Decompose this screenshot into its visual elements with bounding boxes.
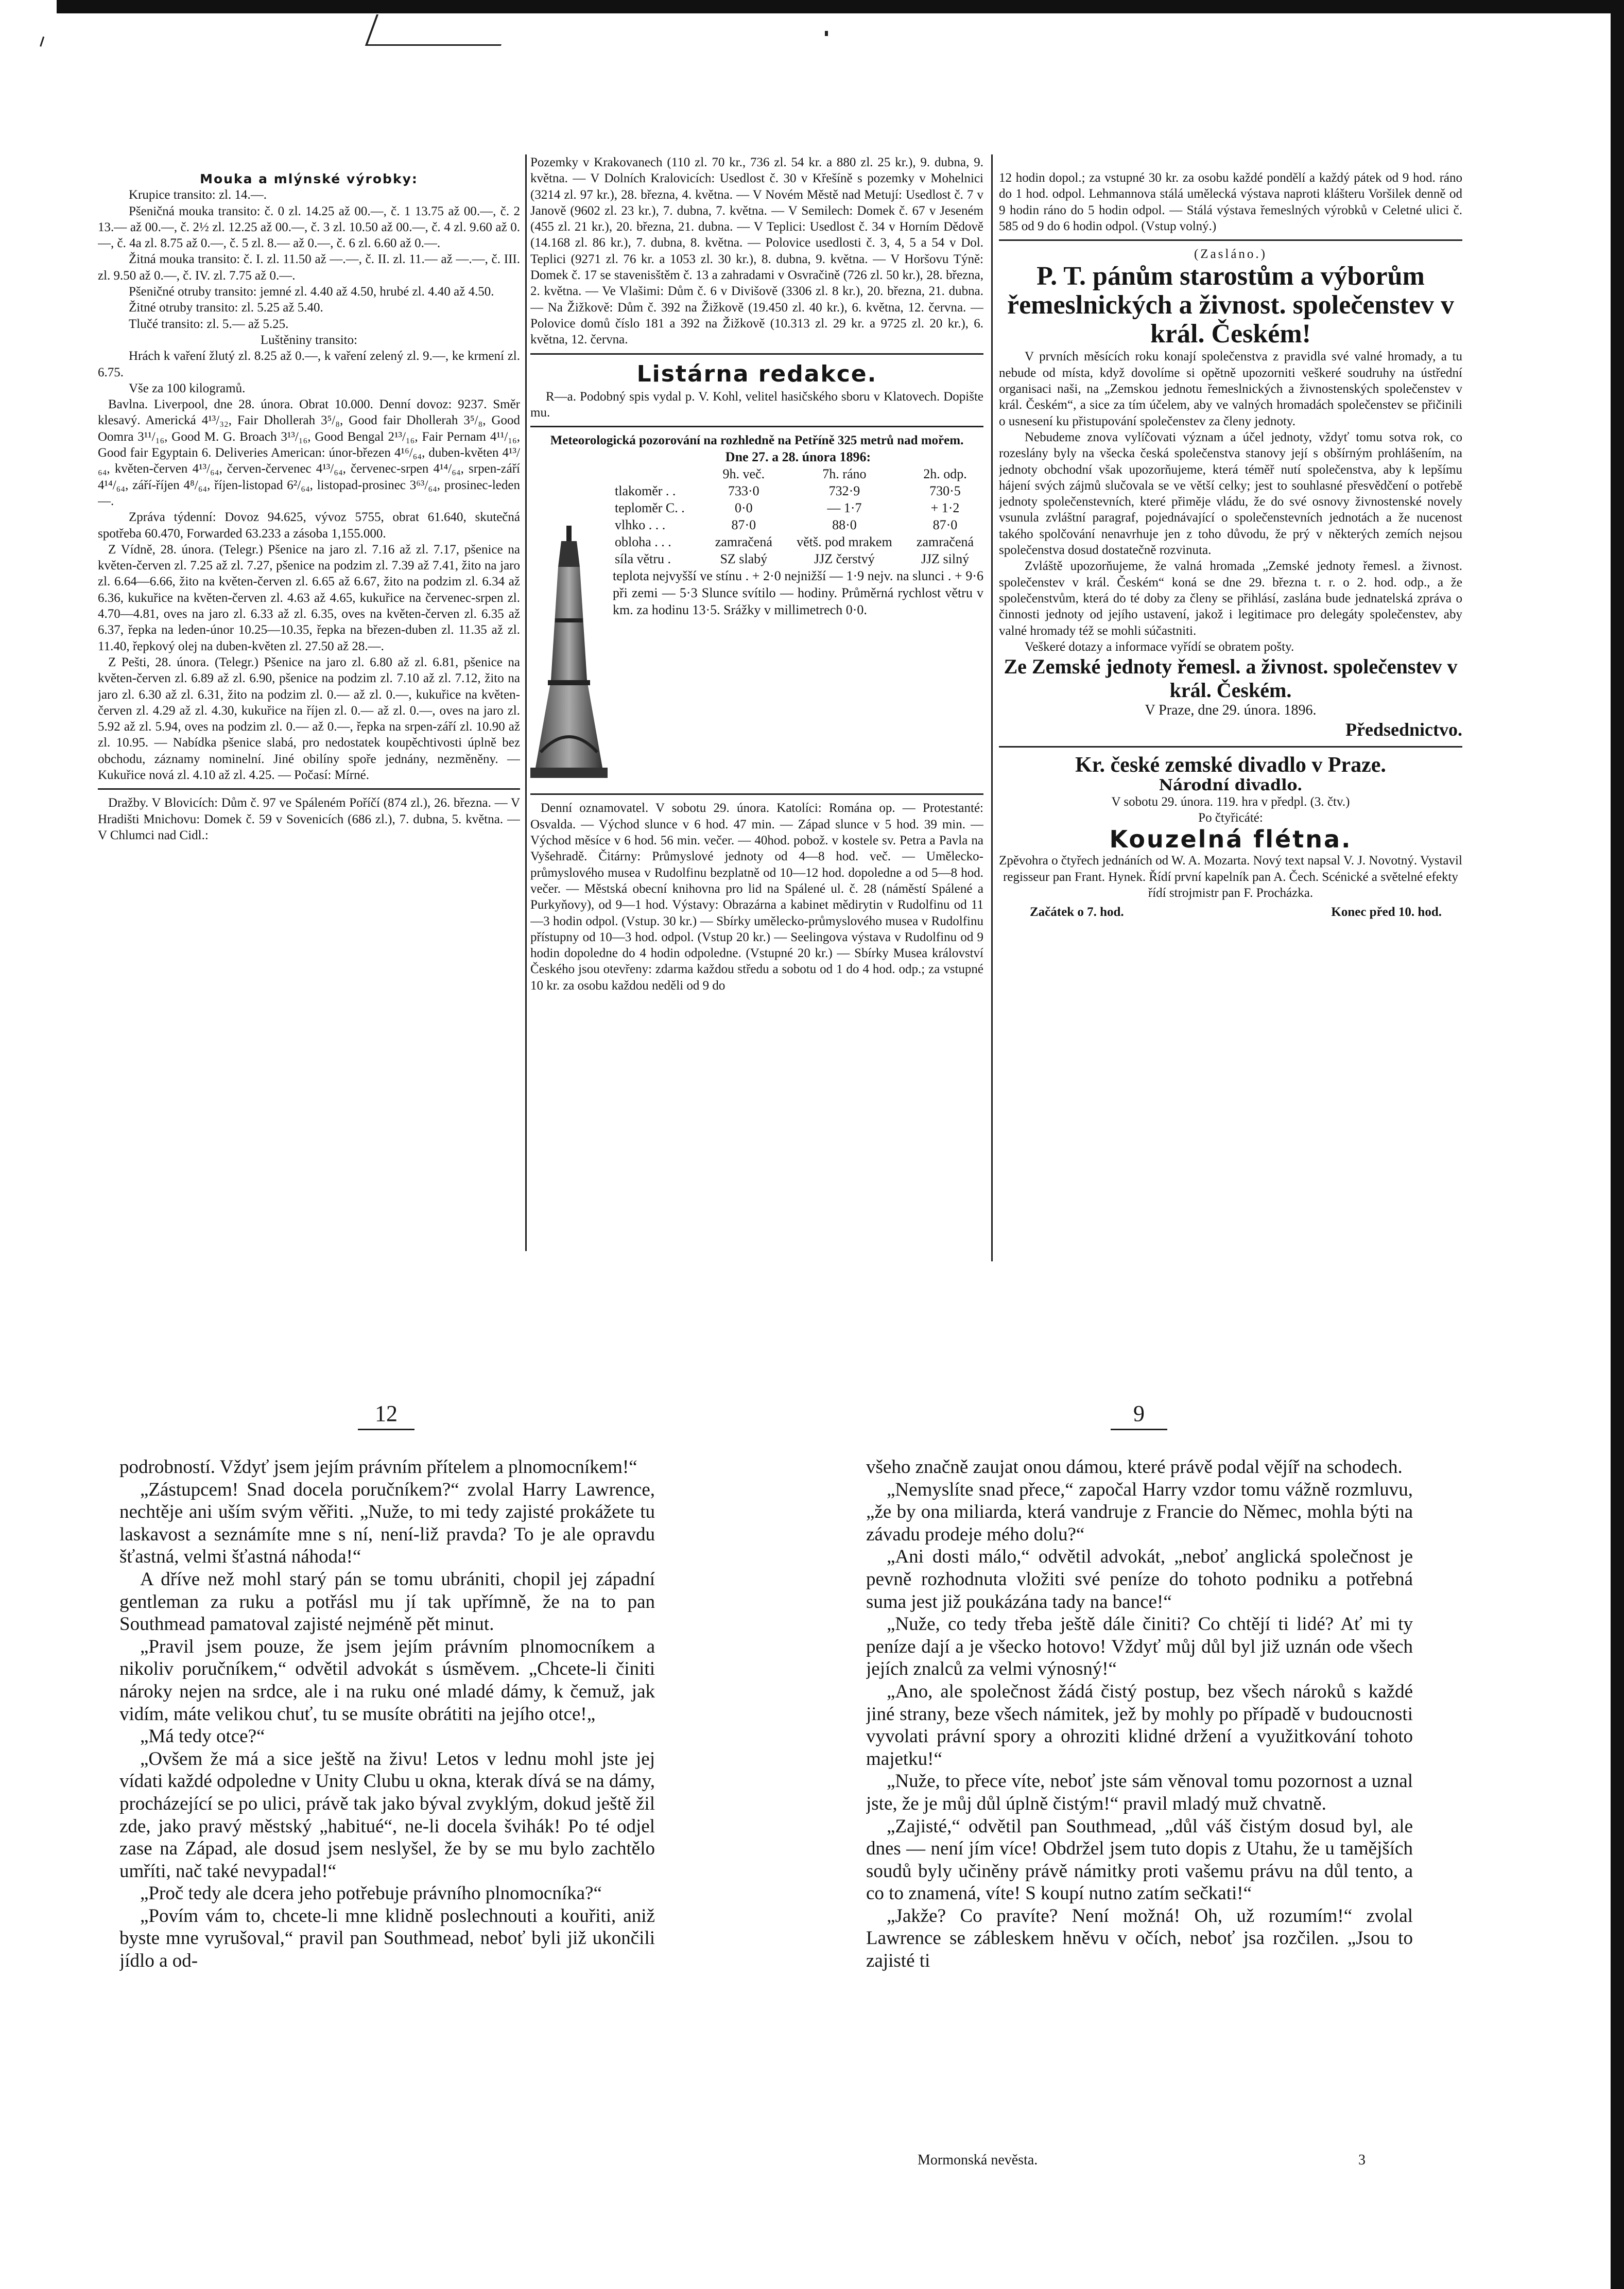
- exhibitions-continued: 12 hodin dopol.; za vstupné 30 kr. za osobu každé pondělí a každý pátek od 9 hod. ráno do 1 hod. odpol. Lehmannova stálá umělecká výstava naproti klášteru Voršilek denně od 9 hodin ráno do 5 hodin odpol. — Stálá výstava řemeslných výrobků v Celetné ulici č. 585 od 9 do 6 hodin odpol. (Vstup volný.): [999, 171, 1462, 233]
- union-signature: Předsednictvo.: [1345, 719, 1462, 740]
- article-paragraph: Pšeničná mouka transito: č. 0 zl. 14.25 až 00.—, č. 1 13.75 až 00.—, č. 2 13.— až 00.—, č. 2½ zl. 12.25 až 00.—, č. 3 zl. 10.50 až 00.—, č. 4 zl. 9.60 až 0.—, č. 4a zl. 8.75 až 0.—, č. 5 zl. 8.— až 0.—, č. 6 zl. 6.60 až 0.—.: [98, 204, 520, 251]
- novel-page-right: [866, 1456, 1413, 2146]
- ink-dot: [825, 31, 828, 36]
- page-number-right: 9: [1133, 1401, 1145, 1426]
- novel-paragraph: „Proč tedy ale dcera jeho potřebuje právního plnomocníka?“: [140, 1883, 602, 1904]
- novel-paragraph: „Zajisté,“ odvětil pan Southmead, „důl váš čistým dosud byl, ale dnes — není jím více! Obdržel jsem tuto dopis z Utahu, že u tamějších soudů byly učiněny právě námitky proti vašemu právu na důl tento, a co to znamená, víte! S koupí nutno zatím sečkati!“: [866, 1815, 1413, 1904]
- weather-row: [613, 533, 983, 550]
- torn-edge-mark: [365, 14, 512, 46]
- weather-label: obloha . . .: [615, 534, 671, 550]
- column-rule: [991, 154, 993, 1261]
- footer-publication: Mormonská nevěsta.: [918, 2152, 1038, 2168]
- theatre-heading: Kr. české zemské divadlo v Praze.: [1075, 753, 1386, 777]
- novel-paragraph: „Ano, ale společnost žádá čistý postup, bez všech nároků s každé jiné strany, beze všech námitek, jež by mohly po případě v budoucnosti vyvolati právní spory a ohroziti klidné držení a využitkování tohoto majetku!“: [866, 1680, 1413, 1770]
- weather-value: 732·9: [828, 483, 860, 499]
- weather-value: + 1·2: [930, 500, 960, 516]
- weather-value: — 1·7: [827, 500, 862, 516]
- weather-col-header: 7h. ráno: [822, 466, 867, 482]
- weather-date: Dne 27. a 28. února 1896:: [725, 449, 871, 465]
- weather-value: JJZ čerstvý: [814, 551, 875, 567]
- weather-row: [613, 499, 983, 516]
- novel-paragraph: podrobností. Vždyť jsem jejím právním přítelem a plnomocníkem!“: [119, 1456, 637, 1478]
- article-paragraph: Zpráva týdenní: Dovoz 94.625, vývoz 5755, obrat 61.640, skutečná spotřeba 60.470, Forwarded 63.233 a zásoba 1,155.000.: [98, 510, 520, 541]
- footer-number: 3: [1358, 2152, 1366, 2168]
- opera-description: Zpěvohra o čtyřech jednáních od W. A. Mozarta. Nový text napsal V. J. Novotný. Vystavil regisseur pan Frant. Hynek. Řídí první kapelník pan A. Čech. Scénické a světelné efekty řídí strojmistr pan F. Procházka.: [999, 854, 1462, 900]
- column-rule: [525, 154, 527, 1251]
- weather-label: tlakoměr . .: [615, 483, 676, 499]
- weather-col-header: 2h. odp.: [923, 466, 967, 482]
- novel-paragraph: „Zástupcem! Snad docela poručníkem?“ zvolal Harry Lawrence, nechtěje ani uším svým věřiti. „Nuže, to mi tedy zajisté prokážete tu laskavost a seznámíte mne s ní, není-liž pravda? To je ale opravdu šťastná, velmi šťastná náhoda!“: [119, 1479, 655, 1568]
- editorial-letters-heading: Listárna redakce.: [636, 360, 877, 387]
- article-paragraph: Žitná mouka transito: č. I. zl. 11.50 až —.—, č. II. zl. 11.— až —.—, č. III. zl. 9.50 až 0.—, č. IV. zl. 7.75 až 0.—.: [98, 252, 520, 283]
- weather-row: [613, 482, 983, 499]
- performance-times: [999, 901, 1462, 922]
- novel-paragraph: „Povím vám to, chcete-li mne klidně poslechnouti a kouřiti, aniž byste mne vyrušoval,“ pravil pan Southmead, neboť byli již ukončili jídlo a od-: [119, 1905, 655, 1972]
- theatre-performance-count: Po čtyřicáté:: [1198, 811, 1263, 825]
- vienna-report: Z Vídně, 28. února. (Telegr.) Pšenice na jaro zl. 7.16 až zl. 7.17, pšenice na květen-červen zl. 7.25 až zl. 7.27, pšenice na podzim zl. 7.39 až 7.41, žito na jaro zl. 6.64—6.66, žito na květen-červen zl. 6.65 až 6.67, žito na podzim zl. 6.34 až 6.36, kukuřice na květen-červen zl. 4.63 až 4.65, kukuřice na červenec-srpen zl. 4.70—4.81, oves na jaro zl. 6.33 až zl. 6.35, oves na květen-červen zl. 6.35 až 6.37, řepka na leden-únor 10.25—10.35, řepka na březen-duben zl. 11.35 až zl. 11.40, řepkový olej na duben-květen zl. 27.50 až 28.—.: [98, 542, 520, 653]
- novel-page-left: [119, 1456, 655, 2146]
- article-paragraph: Tlučé transito: zl. 5.— až 5.25.: [129, 317, 289, 331]
- weather-value: větš. pod mrakem: [797, 534, 892, 550]
- weather-header-row: [613, 465, 983, 482]
- novel-paragraph: „Ani dosti málo,“ odvětil advokát, „neboť anglická společnost je pevně rozhodnuta vložiti své peníze do tohoto podniku a potřebná suma jest již poukázána tady na bance!“: [866, 1546, 1413, 1612]
- article-paragraph: Hrách k vaření žlutý zl. 8.25 až 0.—, k vaření zelený zl. 9.—, ke krmení zl. 6.75.: [98, 349, 520, 379]
- weather-row: [613, 550, 983, 567]
- scan-border-top: [57, 0, 1624, 13]
- novel-paragraph: „Jakže? Co pravíte? Není možná! Oh, už rozumím!“ zvolal Lawrence se zábleskem hněvu v očích, neboť jsa rozčilen. „Jsou to zajisté ti: [866, 1905, 1413, 1972]
- weather-value: SZ slabý: [720, 551, 768, 567]
- auctions-report: Dražby. V Blovicích: Dům č. 97 ve Spáleném Poříčí (874 zl.), 26. března. — V Hradišti Mnichovu: Domek č. 59 v Sovenicích (686 zl.), 7. dubna, 5. května. — V Chlumci nad Cidl.:: [98, 796, 520, 842]
- novel-paragraph: „Nuže, co tedy třeba ještě dále činiti? Co chtějí ti lidé? Ať mi ty peníze dají a je všecko hotovo! Vždyť můj důl byl již uznán ode všech jejích znalců za velmi výnosný!“: [866, 1614, 1413, 1680]
- theatre-subheading: Národní divadlo.: [1159, 776, 1303, 795]
- weather-value: 0·0: [734, 500, 753, 516]
- novel-paragraph: všeho značně zaujat onou dámou, které právě podal vějíř na schodech.: [866, 1456, 1403, 1478]
- scan-border-right: [1611, 0, 1624, 2289]
- middle-column: [530, 154, 983, 1277]
- weather-row: [613, 516, 983, 533]
- weather-value: 88·0: [832, 517, 857, 533]
- novel-paragraph: A dříve než mohl starý pán se tomu ubrániti, chopil jej západní gentleman za ruku a potřásl mu jí tak upřímně, že na to pan Southmead pamatoval zajisté nejméně pět minut.: [119, 1568, 655, 1635]
- weather-value: 730·5: [929, 483, 961, 499]
- novel-paragraph: „Má tedy otce?“: [140, 1726, 265, 1747]
- performance-start: Začátek o 7. hod.: [1030, 905, 1124, 920]
- page-number-rule: [1111, 1429, 1167, 1430]
- market-report-column: [98, 171, 520, 1278]
- article-paragraph: Vše za 100 kilogramů.: [129, 381, 246, 395]
- divider: [999, 746, 1462, 748]
- weather-label: síla větru .: [615, 551, 671, 567]
- page-number-left: 12: [375, 1401, 398, 1426]
- weather-label: teploměr C. .: [615, 500, 685, 516]
- divider: [999, 239, 1462, 241]
- appeal-paragraph: Veškeré dotazy a informace vyřídí se obratem pošty.: [1025, 639, 1294, 654]
- weather-value: zamračená: [715, 534, 772, 550]
- petrin-tower-illustration: [530, 526, 608, 783]
- weather-label: vlhko . . .: [615, 517, 666, 533]
- divider: [530, 426, 983, 427]
- novel-paragraph: „Nuže, to přece víte, neboť jste sám věnoval tomu pozornost a uznal jste, že je můj důl úplně čistým!“ pravil mladý muž chvatně.: [866, 1771, 1413, 1814]
- weather-value: 87·0: [932, 517, 958, 533]
- page-number-rule: [358, 1429, 414, 1430]
- appeal-paragraph: Nebudeme znova vylíčovati význam a účel jednoty, vždyť tomu sotva rok, co rozeslány byly na všecka česká společenstva stanovy její s obšírným prohlášením, na jednoty obchodní však upozorňujeme, která téměř nutí společenstva, aby k lepšímu hájení svých zájmů slučovala se ve větší celky; jest to souhlasné přesvědčení o potřebě jednoty společenstevních, které přiměje vládu, že do své osnovy živnostenské novely vsunula zvláštní paragraf, pojednávající o společenstevních jednotách a že nucenost takého spolčování nenavrhuje jen z toho důvodu, že prý v některých zemích nejsou společenstva dosud dostatečně rozvinuta.: [999, 430, 1462, 558]
- article-paragraph: Pšeničné otruby transito: jemné zl. 4.40 až 4.50, hrubé zl. 4.40 až 4.50.: [129, 285, 494, 299]
- editorial-letters-text: R—a. Podobný spis vydal p. V. Kohl, velitel hasičského sboru v Klatovech. Dopište mu.: [530, 389, 983, 420]
- appeal-paragraph: Zvláště upozorňujeme, že valná hromada „Zemské jednoty řemesl. a živnost. společenstev v král. Českém“ koná se dne 29. března t. r. o 2. hod. odp., a že společenstvům, která do té doby za členy se přihlásí, zaslána bude jednatelská zpráva o činnosti jednoty od jejího ustavení, jakož i legitimace pro delegáty společenstev, aby valné hromady též se mohli súčastniti.: [999, 559, 1462, 638]
- weather-value: zamračená: [916, 534, 974, 550]
- weather-value: 733·0: [728, 483, 759, 499]
- appeal-paragraph: V prvních měsících roku konají společenstva z pravidla své valné hromady, a tu nebude od místa, když dovolíme si opětně upozorniti veškeré soudruhy na ústřední organisaci naši, na „Zemskou jednotu řemeslnických a živnostenských společenstev v král. Českém“, a sice za tím účelem, aby ve valných hromadách společenstev se přičinili o usnesení ku přistupování společenstev za členy jednoty.: [999, 350, 1462, 428]
- mill-products-heading: Mouka a mlýnské výrobky:: [200, 171, 418, 186]
- divider: [530, 353, 983, 355]
- weather-value: JJZ silný: [921, 551, 970, 567]
- margin-mark: [40, 37, 48, 48]
- weather-value: 87·0: [731, 517, 756, 533]
- daily-announcer: Denní oznamovatel. V sobotu 29. února. Katolíci: Romána op. — Protestanté: Osvalda. — Východ slunce v 6 hod. 47 min. — Západ slunce v 5 hod. 39 min. — Východ měsíce v 6 hod. 56 min. večer. — 40hod. pobož. v kostele sv. Petra a Pavla na Vyšehradě. Čitárny: Průmyslové jednoty od 4—8 hod. več. — Umělecko-průmyslového musea v Rudolfinu bezplatně od 10—12 hod. dopoledne a od 5—8 hod. večer. — Městská obecní knihovna pro lid na Spálené ul. č. 28 (náměstí Spálené a Purkyňovy), od 9—1 hod. Výstavy: Obrazárna a kabinet mědirytin v Rudolfinu od 11—3 hodin odpol. (Vstup. 30 kr.) — Sbírky umělecko-průmyslového musea v Rudolfinu přístupny od 10—3 hod. odpol. (Vstup 20 kr.) — Seelingova výstava v Rudolfinu od 9 hodin dopoledne do 4 hodin odpoledne. (Vstupné 20 kr.) — Sbírky Musea království Českého jsou otevřeny: zdarma každou středu a sobotu od 1 do 4 hod. odp.; za vstupné 10 kr. za osobu každou neděli od 9 do: [530, 801, 983, 993]
- zaslano-label: (Zasláno.): [1194, 247, 1268, 262]
- article-paragraph: Žitné otruby transito: zl. 5.25 až 5.40.: [129, 301, 323, 315]
- weather-readings: [613, 465, 983, 567]
- union-date: V Praze, dne 29. února. 1896.: [1145, 702, 1317, 719]
- performance-end: Konec před 10. hod.: [1331, 905, 1442, 920]
- weather-block: [530, 448, 983, 788]
- divider: [98, 788, 520, 790]
- appeal-heading: P. T. pánům starostům a výborům řemeslnických a živnost. společenstev v král. Českém!: [1007, 262, 1454, 349]
- cotton-report: Bavlna. Liverpool, dne 28. února. Obrat 10.000. Denní dovoz: 9237. Směr klesavý. Americká 4¹³/₃₂, Fair Dhollerah 3⁵/₈, Good fair Dhollerah 3⁵/₈, Good Oomra 3¹¹/₁₆, Good M. G. Broach 3¹³/₁₆, Good Bengal 2¹³/₁₆, Fair Pernam 4¹¹/₁₆, Good fair Egyptain 6. Deliveries American: únor-březen 4¹⁶/₆₄, duben-květen 4¹³/₆₄, květen-červen 4¹³/₆₄, červen-červenec 4¹³/₆₄, červenec-srpen 4¹⁴/₆₄, srpen-září 4¹⁴/₆₄, září-říjen 4⁸/₆₄, říjen-listopad 6²/₆₄, listopad-prosinec 3⁶³/₆₄, prosinec-leden —.: [98, 397, 520, 508]
- article-paragraph: Luštěniny transito:: [260, 333, 358, 347]
- auctions-continued: Pozemky v Krakovanech (110 zl. 70 kr., 736 zl. 54 kr. a 880 zl. 25 kr.), 9. dubna, 9. května. — V Dolních Kralovicích: Usedlost č. 30 v Křešíně s pozemky v Mohelnici (3214 zl. 97 kr.), 28. března, 4. května. — V Novém Městě nad Metují: Usedlost č. 7 v Janově (9602 zl. 23 kr.), 7. dubna, 7. května. — V Semilech: Domek č. 67 v Jeseném (455 zl. 21 kr.), 20. března, 21. dubna. — V Teplici: Usedlost č. 34 v Horním Dědově (14.168 zl. 86 kr.), 7. dubna, 8. května. — Polovice usedlosti č. 3, 4, 5 a 54 v Dol. Teplici (9271 zl. 76 kr. a 1053 zl. 30 kr.), 8. dubna, 9. května. — V Horšovu Týně: Domek č. 17 se stavenisštěm č. 13 a zahradami v Osvračině (726 zl. 50 kr.), 28. března, 2. května. — Ve Vlašimi: Dům č. 6 v Divišově (3306 zl. 8 kr.), 20. března, 21. dubna. — Na Žižkově: Dům č. 392 na Žižkově (19.450 zl. 40 kr.), 6. května, 12. června. — Polovice domů číslo 181 a 392 na Žižkově (10.313 zl. 29 kr. a 9725 zl. 20 kr.), 6. května, 12. června.: [530, 155, 983, 347]
- novel-paragraph: „Ovšem že má a sice ještě na živu! Letos v lednu mohl jste jej vídati každé odpoledne v Unity Clubu u okna, kterak dívá se na dámy, procházející se po ulici, právě tak jako býval zvyklým, dokud ještě žil zde, jako pravý městský „habitué“, ne-li docela švihák! Po té odjel zase na Západ, ale dosud jsem neslyšel, že by se mu bylo zachtělo umříti, nač také nevypadal!“: [119, 1748, 655, 1882]
- theatre-date: V sobotu 29. února. 119. hra v předpl. (3. čtv.): [1111, 794, 1350, 809]
- novel-paragraph: „Pravil jsem pouze, že jsem jejím právním plnomocníkem a nikoliv poručníkem,“ odvětil advokát s úsměvem. „Chcete-li činiti nároky nejen na srdce, ale i na ruku oné mladé dámy, k čemuž, jak vidím, máte velikou chuť, tu se musíte obrátiti na jejího otce!„: [119, 1636, 655, 1725]
- article-paragraph: Krupice transito: zl. 14.—.: [129, 188, 267, 202]
- weather-title: Meteorologická pozorování na rozhledně na Petříně 325 metrů nad mořem.: [550, 433, 964, 448]
- divider: [530, 793, 983, 795]
- weather-table: [613, 448, 983, 618]
- weather-col-header: 9h. več.: [722, 466, 765, 482]
- opera-title: Kouzelná flétna.: [1109, 825, 1352, 854]
- weather-extra: teplota nejvyšší ve stínu . + 2·0 nejnižší — 1·9 nejv. na slunci . + 9·6 při zemi — 5·3 Slunce svítilo — hodiny. Průměrná rychlost větru v km. za hodinu 13·5. Srážky v millimetrech 0·0.: [613, 568, 983, 618]
- novel-paragraph: „Nemyslíte snad přece,“ započal Harry vzdor tomu vážně rozmluvu, „že by ona miliarda, která vandruje z Francie do Němec, mohla býti na závadu prodeje mého dolu?“: [866, 1479, 1413, 1545]
- union-heading: Ze Zemské jednoty řemesl. a živnost. společenstev v král. Českém.: [1004, 655, 1458, 702]
- right-column: [999, 170, 1462, 1277]
- pest-report: Z Pešti, 28. února. (Telegr.) Pšenice na jaro zl. 6.80 až zl. 6.81, pšenice na květen-červen zl. 6.89 až zl. 6.90, pšenice na podzim zl. 7.10 až zl. 7.12, žito na jaro zl. 6.30 až zl. 6.31, žito na podzim zl. 0.— až zl. 0.—, kukuřice na květen-červen zl. 4.29 až zl. 4.30, kukuřice na říjen zl. 0.— až zl. 0.—, oves na jaro zl. 5.92 až zl. 5.94, oves na podzim zl. 0.— až 0.—, řepka na srpen-září zl. 10.90 až zl. 10.95. — Nabídka pšenice slabá, pro nedostatek koupěchtivosti úplně bez obchodu, záznamy nominelní. Jiné obilíny spoře jednány, nezměněny. — Kukuřice nová zl. 4.10 až zl. 4.25. — Počasí: Mírné.: [98, 655, 520, 782]
